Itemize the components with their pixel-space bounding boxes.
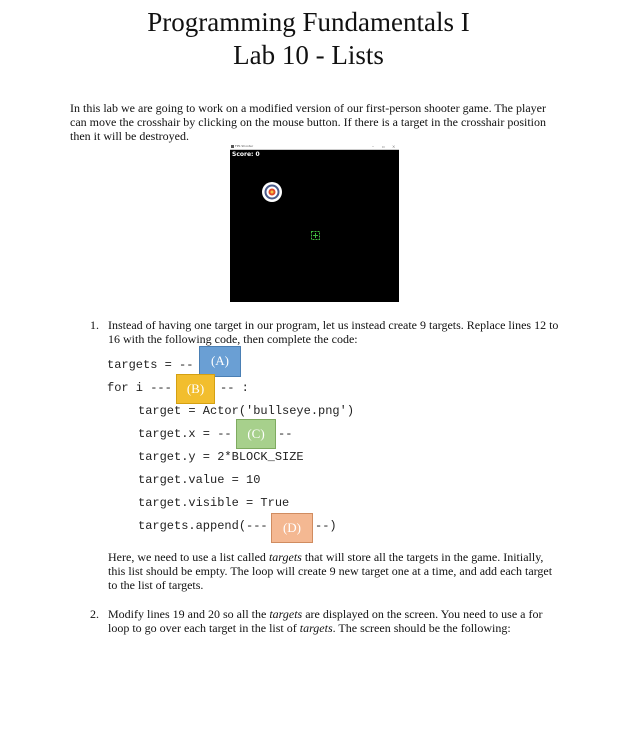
bullseye-target [261, 181, 283, 203]
code-line: targets.append(--- [138, 519, 268, 533]
blank-d: (D) [271, 513, 313, 543]
explanation-text: Here, we need to use a list called [108, 550, 269, 564]
game-window-title: FPS Shooter [235, 144, 254, 148]
close-icon: × [392, 144, 396, 149]
item-number-2: 2. [90, 607, 99, 621]
code-line: targets = -- [107, 358, 194, 372]
code-line: target.y = 2*BLOCK_SIZE [138, 450, 304, 464]
maximize-icon: ▫ [382, 144, 385, 149]
code-line: target = Actor('bullseye.png') [138, 404, 355, 418]
page-title-line-2: Lab 10 - Lists [233, 40, 384, 70]
item-1-text: Instead of having one target in our program, let us instead create 9 targets. Replace lines 12 to 16 with the following code, then complete the code: [108, 318, 559, 346]
item-2-text-part: are displayed on the screen. You need to use a for loop to go over each target in the list of [108, 607, 543, 635]
code-line: -- : [220, 381, 249, 395]
intro-paragraph: In this lab we are going to work on a modified version of our first-person shooter game. The player can move the crosshair by clicking on the mouse button. If there is a target in the crosshair position then it will be destroyed. [70, 101, 546, 143]
item-2-text-part: Modify lines 19 and 20 so all the [108, 607, 270, 621]
blank-b: (B) [176, 374, 215, 404]
code-line: target.x = -- [138, 427, 232, 441]
minimize-icon: – [372, 144, 374, 149]
item-2-text-part: . The screen should be the following: [332, 621, 511, 635]
code-line: for i --- [107, 381, 172, 395]
game-window-titlebar [230, 144, 399, 150]
emphasis-targets: targets [268, 550, 302, 564]
explanation-paragraph [108, 550, 560, 592]
code-line: -- [278, 427, 293, 441]
page-title-line-1: Programming Fundamentals I [147, 7, 470, 37]
app-icon [231, 145, 234, 148]
item-number-1: 1. [90, 318, 99, 332]
game-screenshot [230, 144, 399, 302]
emphasis-targets: targets [299, 621, 333, 635]
blank-c: (C) [236, 419, 276, 449]
code-line: --) [315, 519, 337, 533]
blank-a: (A) [199, 346, 241, 377]
score-label: Score: 0 [232, 151, 260, 158]
crosshair-icon [311, 231, 320, 240]
item-2-text [108, 607, 560, 635]
code-line: target.visible = True [138, 496, 290, 510]
explanation-text: that will store all the targets in the game. Initially, this list should be empty. The loop will create 9 new target one at a time, and add each target to the list of targets. [108, 550, 553, 592]
code-line: target.value = 10 [138, 473, 261, 487]
emphasis-targets: targets [269, 607, 303, 621]
